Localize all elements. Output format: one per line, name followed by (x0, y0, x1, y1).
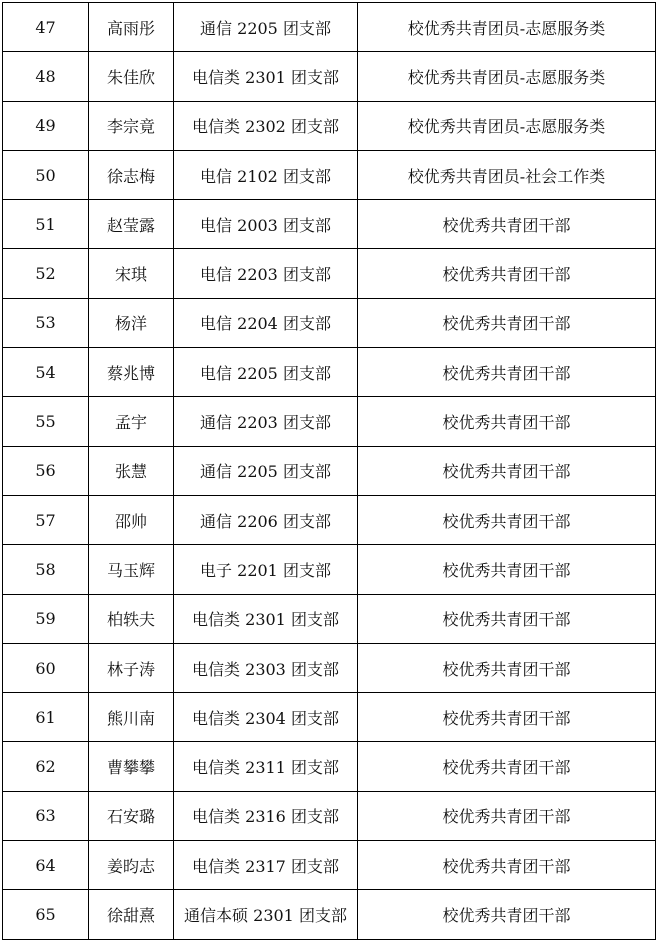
honor-title-cell: 校优秀共青团干部 (358, 742, 656, 791)
student-name-cell: 林子涛 (89, 643, 174, 692)
honor-title-cell: 校优秀共青团干部 (358, 348, 656, 397)
league-branch-cell: 电信类 2304 团支部 (174, 693, 358, 742)
row-number-cell: 53 (3, 298, 89, 347)
table-row (3, 495, 656, 544)
student-name-cell: 姜昀志 (89, 841, 174, 890)
row-number-cell: 58 (3, 545, 89, 594)
student-name-cell: 马玉辉 (89, 545, 174, 594)
row-number-cell: 54 (3, 348, 89, 397)
row-number-cell: 50 (3, 150, 89, 199)
league-branch-cell: 电信类 2303 团支部 (174, 643, 358, 692)
league-branch-cell: 通信 2203 团支部 (174, 397, 358, 446)
row-number-cell: 59 (3, 594, 89, 643)
honor-title-cell: 校优秀共青团员-志愿服务类 (358, 52, 656, 101)
league-branch-cell: 通信本硕 2301 团支部 (174, 890, 358, 939)
student-name-cell: 高雨彤 (89, 3, 174, 52)
league-branch-cell: 电信类 2301 团支部 (174, 52, 358, 101)
table-row (3, 791, 656, 840)
league-branch-cell: 电信类 2316 团支部 (174, 791, 358, 840)
row-number-cell: 60 (3, 643, 89, 692)
league-branch-cell: 电信 2205 团支部 (174, 348, 358, 397)
student-name-cell: 石安璐 (89, 791, 174, 840)
table-row (3, 150, 656, 199)
student-name-cell: 徐甜熹 (89, 890, 174, 939)
student-name-cell: 杨洋 (89, 298, 174, 347)
league-branch-cell: 电信 2003 团支部 (174, 200, 358, 249)
table-row (3, 397, 656, 446)
honor-title-cell: 校优秀共青团干部 (358, 200, 656, 249)
honor-title-cell: 校优秀共青团干部 (358, 841, 656, 890)
league-branch-cell: 电信类 2317 团支部 (174, 841, 358, 890)
table-row (3, 249, 656, 298)
honor-title-cell: 校优秀共青团干部 (358, 791, 656, 840)
honor-title-cell: 校优秀共青团干部 (358, 594, 656, 643)
table-row (3, 693, 656, 742)
student-name-cell: 曹攀攀 (89, 742, 174, 791)
league-branch-cell: 电子 2201 团支部 (174, 545, 358, 594)
honor-title-cell: 校优秀共青团干部 (358, 298, 656, 347)
honor-title-cell: 校优秀共青团干部 (358, 545, 656, 594)
table-row (3, 890, 656, 939)
student-name-cell: 张慧 (89, 446, 174, 495)
table-row (3, 298, 656, 347)
student-name-cell: 朱佳欣 (89, 52, 174, 101)
honor-title-cell: 校优秀共青团干部 (358, 249, 656, 298)
row-number-cell: 65 (3, 890, 89, 939)
student-name-cell: 柏轶夫 (89, 594, 174, 643)
row-number-cell: 52 (3, 249, 89, 298)
table-row (3, 101, 656, 150)
league-branch-cell: 电信 2204 团支部 (174, 298, 358, 347)
table-row (3, 545, 656, 594)
table-row (3, 52, 656, 101)
student-name-cell: 徐志梅 (89, 150, 174, 199)
student-name-cell: 孟宇 (89, 397, 174, 446)
league-branch-cell: 通信 2205 团支部 (174, 446, 358, 495)
row-number-cell: 57 (3, 495, 89, 544)
row-number-cell: 56 (3, 446, 89, 495)
student-name-cell: 熊川南 (89, 693, 174, 742)
row-number-cell: 64 (3, 841, 89, 890)
honor-title-cell: 校优秀共青团员-志愿服务类 (358, 101, 656, 150)
student-name-cell: 蔡兆博 (89, 348, 174, 397)
honor-roster-table (2, 2, 656, 940)
league-branch-cell: 通信 2206 团支部 (174, 495, 358, 544)
row-number-cell: 62 (3, 742, 89, 791)
league-branch-cell: 电信类 2311 团支部 (174, 742, 358, 791)
roster-body (3, 3, 656, 940)
honor-title-cell: 校优秀共青团干部 (358, 693, 656, 742)
league-branch-cell: 电信 2102 团支部 (174, 150, 358, 199)
honor-title-cell: 校优秀共青团员-社会工作类 (358, 150, 656, 199)
league-branch-cell: 电信 2203 团支部 (174, 249, 358, 298)
row-number-cell: 63 (3, 791, 89, 840)
table-row (3, 446, 656, 495)
student-name-cell: 邵帅 (89, 495, 174, 544)
table-row (3, 742, 656, 791)
honor-title-cell: 校优秀共青团干部 (358, 643, 656, 692)
table-row (3, 348, 656, 397)
student-name-cell: 赵莹露 (89, 200, 174, 249)
table-row (3, 3, 656, 52)
honor-title-cell: 校优秀共青团干部 (358, 890, 656, 939)
row-number-cell: 61 (3, 693, 89, 742)
row-number-cell: 55 (3, 397, 89, 446)
honor-title-cell: 校优秀共青团干部 (358, 495, 656, 544)
honor-title-cell: 校优秀共青团员-志愿服务类 (358, 3, 656, 52)
table-row (3, 594, 656, 643)
row-number-cell: 51 (3, 200, 89, 249)
row-number-cell: 48 (3, 52, 89, 101)
table-row (3, 841, 656, 890)
student-name-cell: 宋琪 (89, 249, 174, 298)
row-number-cell: 49 (3, 101, 89, 150)
league-branch-cell: 通信 2205 团支部 (174, 3, 358, 52)
honor-title-cell: 校优秀共青团干部 (358, 397, 656, 446)
league-branch-cell: 电信类 2301 团支部 (174, 594, 358, 643)
student-name-cell: 李宗竟 (89, 101, 174, 150)
league-branch-cell: 电信类 2302 团支部 (174, 101, 358, 150)
table-row (3, 200, 656, 249)
row-number-cell: 47 (3, 3, 89, 52)
honor-title-cell: 校优秀共青团干部 (358, 446, 656, 495)
table-row (3, 643, 656, 692)
